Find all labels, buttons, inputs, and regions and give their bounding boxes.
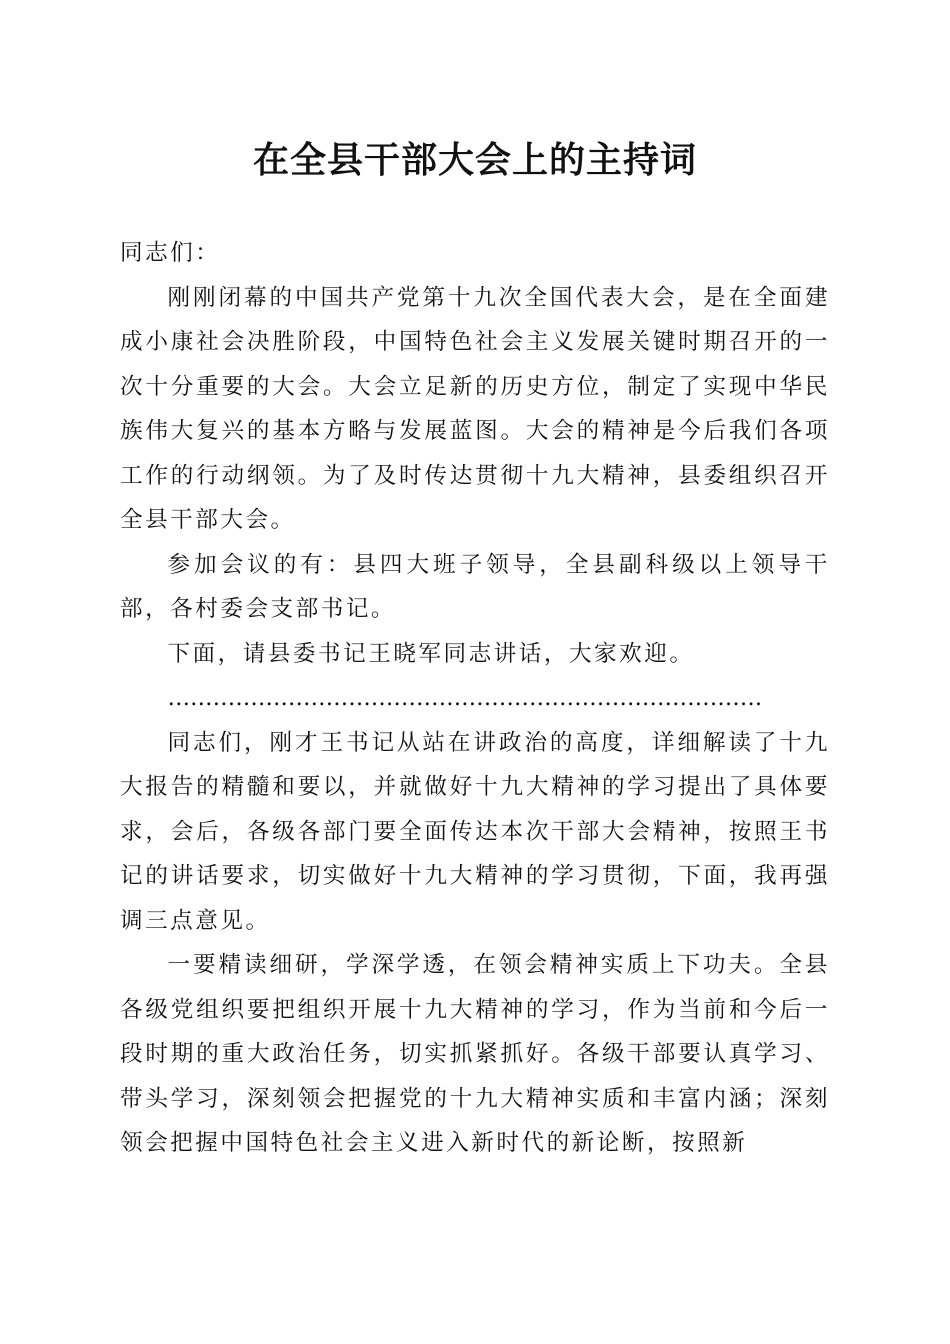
paragraph-summary: 同志们，刚才王书记从站在讲政治的高度，详细解读了十九大报告的精髓和要以，并就做好十九大精神的学习提出了具体要求，会后，各级各部门要全面传达本次干部大会精神，按照王书记的讲话要求，切实做好十九大精神的学习贯彻，下面，我再强调三点意见。 xyxy=(120,729,830,934)
paragraph-point-one: 一要精读细研，学深学透，在领会精神实质上下功夫。全县各级党组织要把组织开展十九大精神的学习，作为当前和今后一段时期的重大政治任务，切实抓紧抓好。各级干部要认真学习、带头学习，深刻领会把握党的十九大精神实质和丰富内涵；深刻领会把握中国特色社会主义进入新时代的新论断，按照新 xyxy=(120,952,830,1156)
paragraph-opening: 刚刚闭幕的中国共产党第十九次全国代表大会，是在全面建成小康社会决胜阶段，中国特色社会主义发展关键时期召开的一次十分重要的大会。大会立足新的历史方位，制定了实现中华民族伟大复兴的基本方略与发展蓝图。大会的精神是今后我们各项工作的行动纲领。为了及时传达贯彻十九大精神，县委组织召开全县干部大会。 xyxy=(120,284,830,533)
document-body xyxy=(120,231,830,1166)
ellipsis-separator: ……………………………………………………………………. xyxy=(167,685,763,711)
paragraph-attendees: 参加会议的有：县四大班子领导，全县副科级以上领导干部，各村委会支部书记。 xyxy=(120,551,830,622)
paragraph-invite-speech: 下面，请县委书记王晓军同志讲话，大家欢迎。 xyxy=(167,640,695,667)
salutation: 同志们： xyxy=(120,240,221,266)
document-title: 在全县干部大会上的主持词 xyxy=(252,139,697,181)
